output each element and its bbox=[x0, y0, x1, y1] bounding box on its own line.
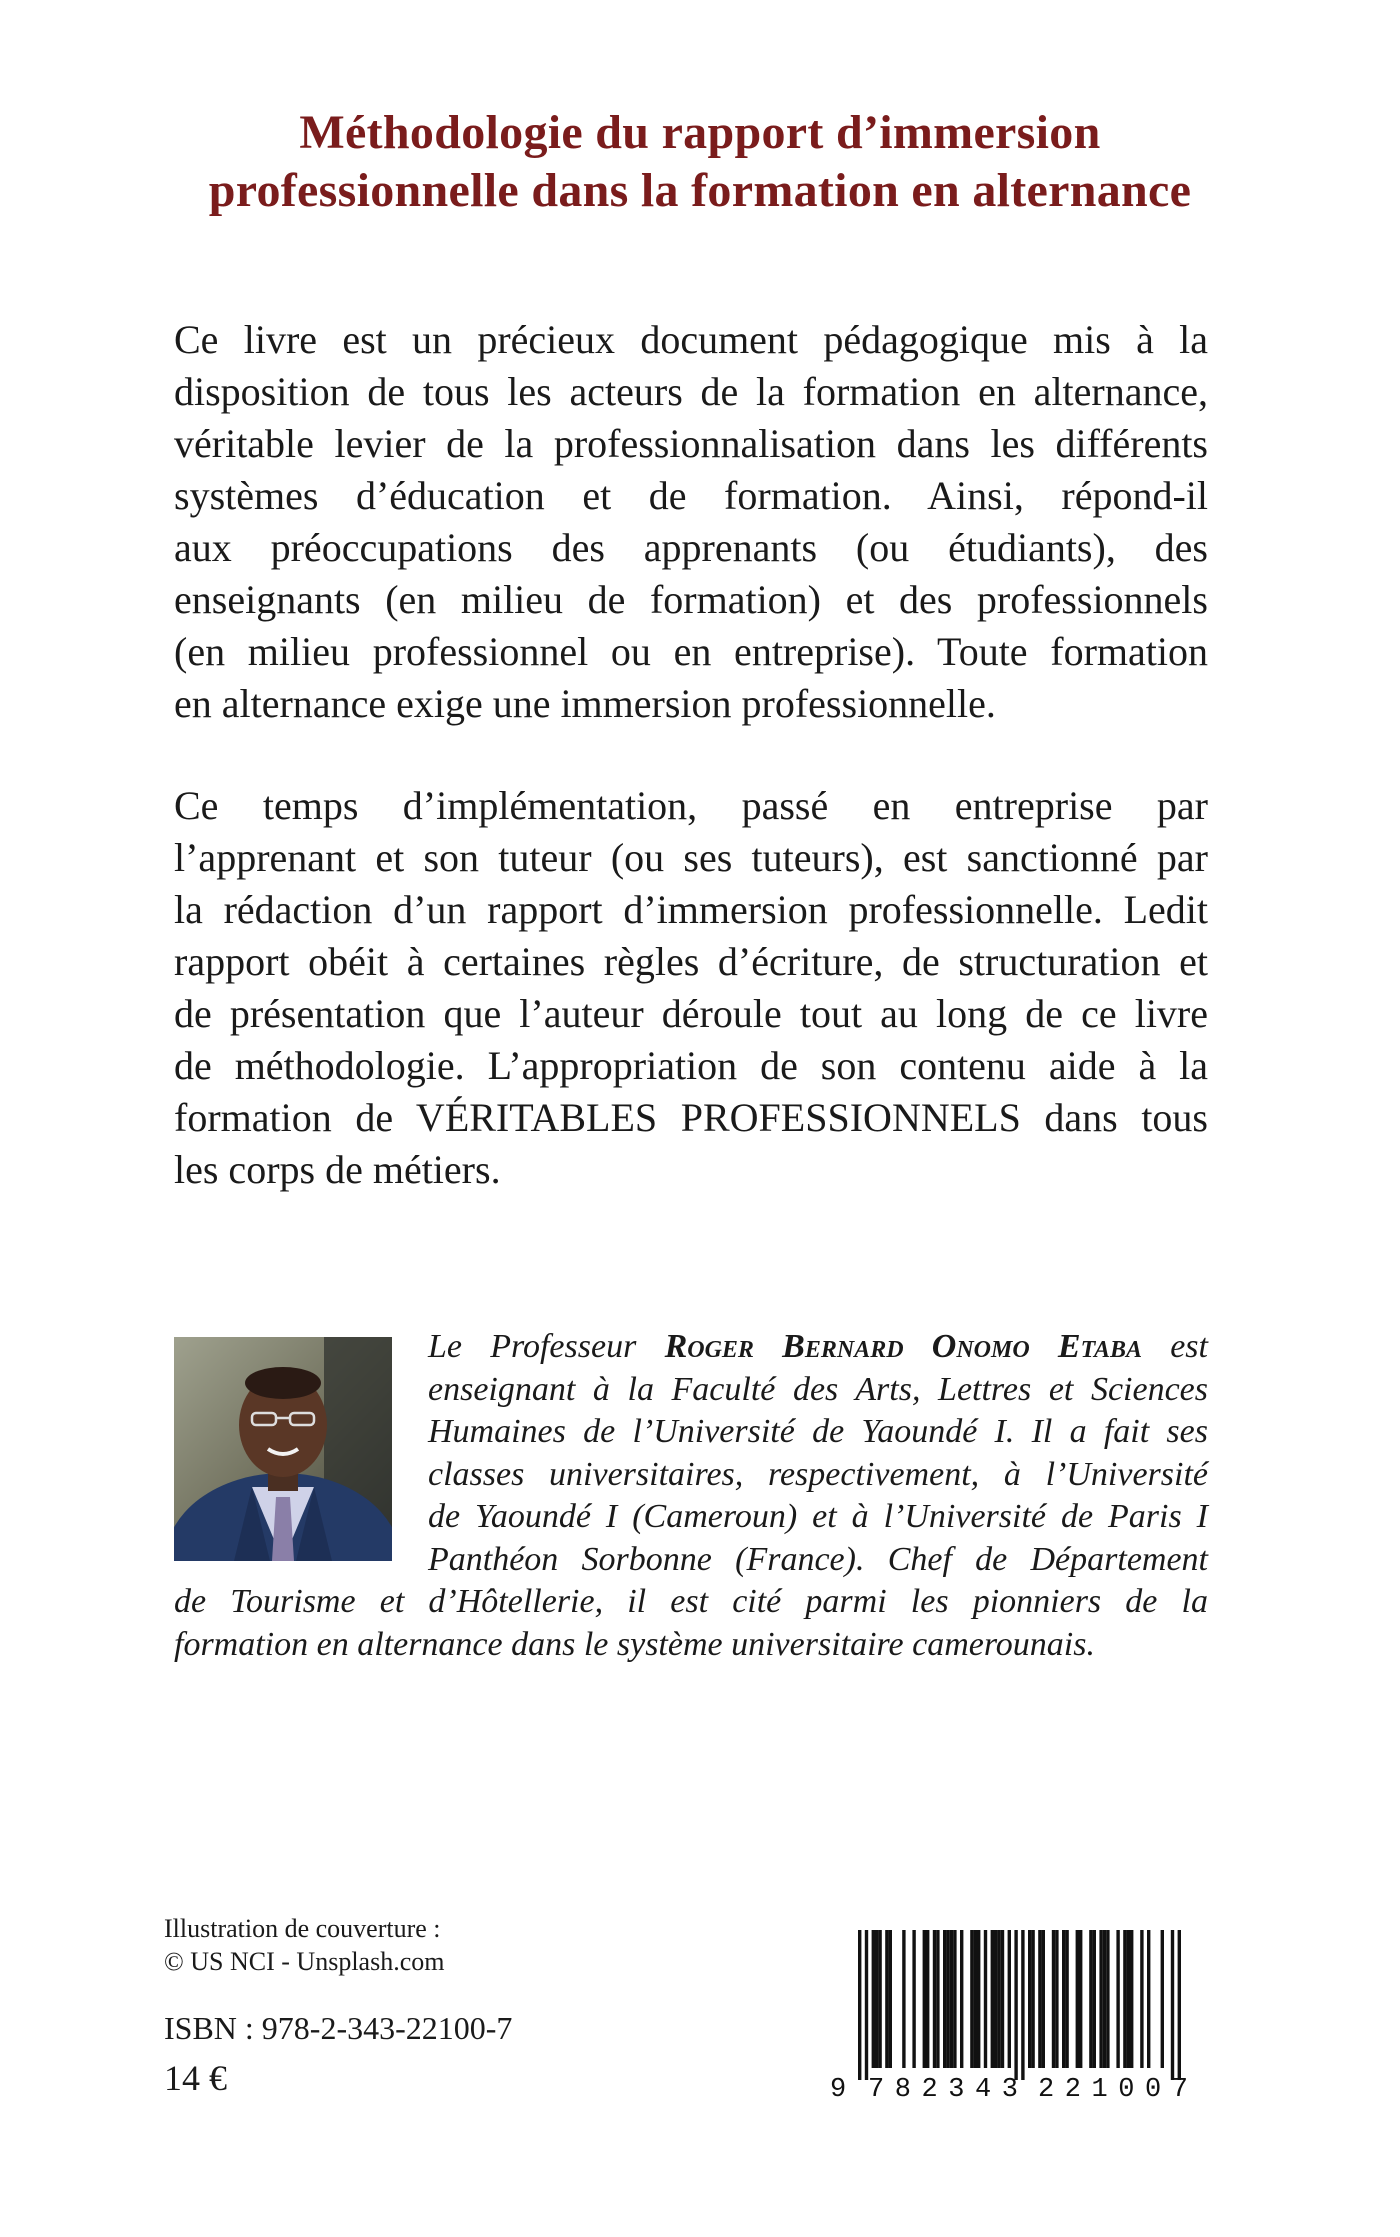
text-line: disposition de tous les acteurs de la formation en alternance, bbox=[174, 369, 1208, 414]
barcode-bar bbox=[1123, 1930, 1126, 2068]
barcode-bar bbox=[984, 1930, 987, 2068]
text-line: enseignants (en milieu de formation) et des professionnels bbox=[174, 577, 1208, 622]
bio-line: formation en alternance dans le système universitaire camerounais. bbox=[174, 1625, 1095, 1663]
barcode-bar bbox=[1140, 1930, 1143, 2068]
barcode-bar bbox=[977, 1930, 980, 2068]
barcode-bar bbox=[885, 1930, 888, 2068]
barcode-bar bbox=[943, 1930, 946, 2068]
barcode-bar bbox=[926, 1930, 929, 2068]
barcode-bar bbox=[875, 1930, 878, 2068]
summary-paragraph-2 bbox=[174, 780, 1208, 1196]
barcode-bar bbox=[1127, 1930, 1130, 2068]
barcode-bar bbox=[960, 1930, 963, 2068]
barcode-bar bbox=[1008, 1930, 1011, 2068]
barcode-bar bbox=[997, 1930, 1000, 2068]
barcode-bar bbox=[1171, 1930, 1174, 2080]
text-line: Ce livre est un précieux document pédagogique mis à la bbox=[174, 317, 1208, 362]
barcode-bar bbox=[1062, 1930, 1065, 2068]
text-line: l’apprenant et son tuteur (ou ses tuteurs), est sanctionné par bbox=[174, 835, 1208, 880]
credit-line: © US NCI - Unsplash.com bbox=[164, 1947, 445, 1976]
text-line: les corps de métiers. bbox=[174, 1147, 501, 1192]
barcode-bar bbox=[953, 1930, 956, 2068]
bio-line: enseignant à la Faculté des Arts, Lettres et Sciences bbox=[428, 1370, 1208, 1408]
barcode-bar bbox=[902, 1930, 905, 2068]
text-line: en alternance exige une immersion professionnelle. bbox=[174, 681, 996, 726]
barcode-bar bbox=[1028, 1930, 1031, 2068]
cover-credit bbox=[164, 1912, 444, 1978]
barcode-bar bbox=[1161, 1930, 1164, 2068]
title-line-2: professionnelle dans la formation en alternance bbox=[208, 164, 1192, 217]
barcode-bar bbox=[936, 1930, 939, 2068]
barcode-bar bbox=[950, 1930, 953, 2068]
barcode-bar bbox=[970, 1930, 973, 2068]
title-line-1: Méthodologie du rapport d’immersion bbox=[299, 106, 1101, 159]
barcode-bar bbox=[1079, 1930, 1082, 2068]
barcode-bar bbox=[1099, 1930, 1102, 2068]
barcode-bar bbox=[994, 1930, 997, 2068]
bio-line: Humaines de l’Université de Yaoundé I. Il a fait ses bbox=[428, 1413, 1208, 1450]
text-line: de méthodologie. L’appropriation de son contenu aide à la bbox=[174, 1043, 1208, 1088]
barcode-bar bbox=[991, 1930, 994, 2068]
barcode-bar bbox=[1178, 1930, 1181, 2080]
book-title bbox=[0, 104, 1400, 220]
barcode-bar bbox=[1052, 1930, 1055, 2068]
text-line: rapport obéit à certaines règles d’écriture, de structuration et bbox=[174, 939, 1208, 984]
barcode-bar bbox=[933, 1930, 936, 2068]
barcode-bar bbox=[1014, 1930, 1017, 2080]
barcode-bar bbox=[1147, 1930, 1150, 2068]
text-line: véritable levier de la professionnalisation dans les différents bbox=[174, 421, 1208, 466]
barcode-bar bbox=[865, 1930, 868, 2080]
bio-line bbox=[174, 1326, 1208, 1369]
barcode-bar bbox=[1038, 1930, 1041, 2068]
barcode-bar bbox=[1042, 1930, 1045, 2068]
summary-paragraph-1 bbox=[174, 314, 1208, 730]
barcode-bar bbox=[1103, 1930, 1106, 2068]
author-bio bbox=[174, 1326, 1208, 1666]
credit-line: Illustration de couverture : bbox=[164, 1914, 441, 1943]
isbn: ISBN : 978-2-343-22100-7 bbox=[164, 2010, 513, 2046]
barcode-first-digit: 9 bbox=[830, 2075, 847, 2102]
bio-line: classes universitaires, respectivement, à l’Université bbox=[428, 1455, 1208, 1493]
text-line: la rédaction d’un rapport d’immersion professionnelle. Ledit bbox=[174, 887, 1208, 932]
text-line: Ce temps d’implémentation, passé en entreprise par bbox=[174, 783, 1208, 828]
text-line: formation de VÉRITABLES PROFESSIONNELS dans tous bbox=[174, 1095, 1208, 1140]
barcode-bar bbox=[912, 1930, 915, 2068]
barcode-bar bbox=[1106, 1930, 1109, 2068]
price: 14 € bbox=[164, 2058, 227, 2098]
text-line: systèmes d’éducation et de formation. Ainsi, répond-il bbox=[174, 473, 1208, 518]
barcode-bar bbox=[889, 1930, 892, 2068]
barcode-bar bbox=[1116, 1930, 1119, 2068]
barcode-icon bbox=[828, 1930, 1208, 2102]
barcode-bar bbox=[858, 1930, 861, 2080]
bio-line: de Tourisme et d’Hôtellerie, il est cité parmi les pionniers de la bbox=[174, 1583, 1208, 1620]
barcode-bar bbox=[946, 1930, 949, 2068]
barcode-bar bbox=[878, 1930, 881, 2068]
barcode-bar bbox=[1021, 1930, 1024, 2080]
barcode-bar bbox=[1001, 1930, 1004, 2068]
bio-prefix: Le Professeur bbox=[428, 1328, 665, 1365]
bio-suffix: est bbox=[1141, 1328, 1208, 1365]
barcode-bar bbox=[1076, 1930, 1079, 2068]
barcode-bar bbox=[1031, 1930, 1034, 2068]
author-name: Roger Bernard Onomo Etaba bbox=[664, 1328, 1142, 1365]
bio-line: de Yaoundé I (Cameroun) et à l’Université de Paris I bbox=[428, 1498, 1208, 1535]
barcode-left-digits: 782343 bbox=[868, 2075, 1018, 2102]
barcode-right-digits: 221007 bbox=[1038, 2075, 1188, 2102]
barcode-bar bbox=[1093, 1930, 1096, 2068]
barcode-bar bbox=[923, 1930, 926, 2068]
text-line: aux préoccupations des apprenants (ou étudiants), des bbox=[174, 525, 1208, 570]
text-line: (en milieu professionnel ou en entreprise). Toute formation bbox=[174, 629, 1208, 674]
barcode-bar bbox=[1089, 1930, 1092, 2068]
barcode-bar bbox=[974, 1930, 977, 2068]
barcode-bar bbox=[1065, 1930, 1068, 2068]
bio-line: Panthéon Sorbonne (France). Chef de Département bbox=[428, 1540, 1208, 1578]
barcode-bar bbox=[1055, 1930, 1058, 2068]
text-line: de présentation que l’auteur déroule tout au long de ce livre bbox=[174, 991, 1208, 1036]
barcode-bar bbox=[1130, 1930, 1133, 2068]
barcode-bar bbox=[872, 1930, 875, 2068]
